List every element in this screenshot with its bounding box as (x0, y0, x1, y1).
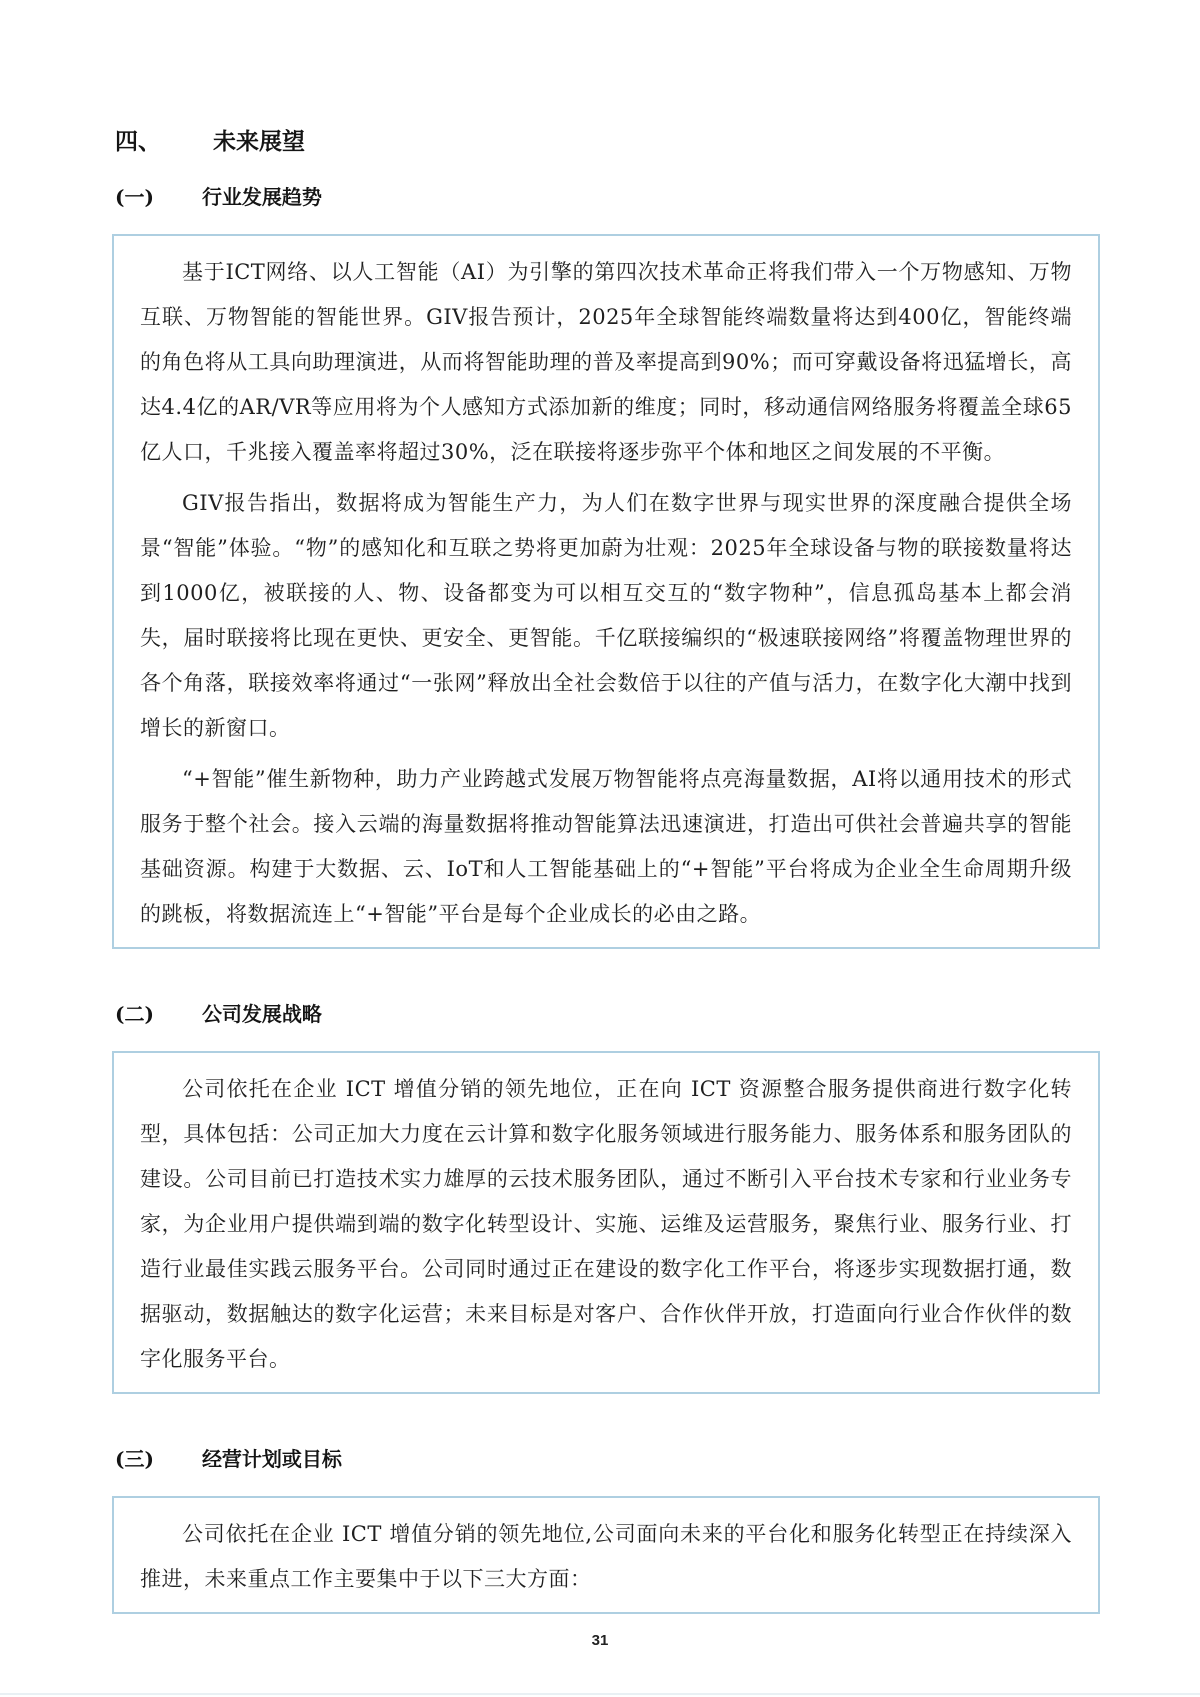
paragraph: GIV报告指出，数据将成为智能生产力，为人们在数字世界与现实世界的深度融合提供全场景“智能”体验。“物”的感知化和互联之势将更加蔚为壮观：2025年全球设备与物的联接数量将达到1000亿，被联接的人、物、设备都变为可以相互交互的“数字物种”，信息孤岛基本上都会消失，届时联接将比现在更快、更安全、更智能。千亿联接编织的“极速联接网络”将覆盖物理世界的各个角落，联接效率将通过“一张网”释放出全社会数倍于以往的产值与活力，在数字化大潮中找到增长的新窗口。 (140, 491, 1072, 740)
company-strategy-text-box (112, 1051, 1100, 1394)
main-heading-number: 四、 (115, 128, 161, 155)
paragraph: 公司依托在企业 ICT 增值分销的领先地位，正在向 ICT 资源整合服务提供商进行数字化转型，具体包括：公司正加大力度在云计算和数字化服务领域进行服务能力、服务体系和服务团队的建设。公司目前已打造技术实力雄厚的云技术服务团队，通过不断引入平台技术专家和行业业务专家，为企业用户提供端到端的数字化转型设计、实施、运维及运营服务，聚焦行业、服务行业、打造行业最佳实践云服务平台。公司同时通过正在建设的数字化工作平台，将逐步实现数据打通，数据驱动，数据触达的数字化运营；未来目标是对客户、合作伙伴开放，打造面向行业合作伙伴的数字化服务平台。 (140, 1077, 1072, 1371)
main-heading (115, 126, 1100, 158)
section-title: 公司发展战略 (201, 1002, 322, 1026)
section-number: (一) (115, 185, 154, 209)
section-title: 经营计划或目标 (201, 1447, 342, 1471)
section-title: 行业发展趋势 (201, 185, 322, 209)
paragraph: “+智能”催生新物种，助力产业跨越式发展万物智能将点亮海量数据，AI将以通用技术的形式服务于整个社会。接入云端的海量数据将推动智能算法迅速演进，打造出可供社会普遍共享的智能基础资源。构建于大数据、云、IoT和人工智能基础上的“+智能”平台将成为企业全生命周期升级的跳板，将数据流连上“+智能”平台是每个企业成长的必由之路。 (140, 767, 1072, 926)
paragraph: 基于ICT网络、以人工智能（AI）为引擎的第四次技术革命正将我们带入一个万物感知、万物互联、万物智能的智能世界。GIV报告预计，2025年全球智能终端数量将达到400亿，智能终端的角色将从工具向助理演进，从而将智能助理的普及率提高到90%；而可穿戴设备将迅猛增长，高达4.4亿的AR/VR等应用将为个人感知方式添加新的维度；同时，移动通信网络服务将覆盖全球65亿人口，千兆接入覆盖率将超过30%，泛在联接将逐步弥平个体和地区之间发展的不平衡。 (140, 260, 1072, 464)
main-heading-title: 未来展望 (213, 128, 305, 155)
operating-plan-text-box (112, 1496, 1100, 1614)
section-heading-industry-trends (115, 182, 1100, 212)
section-number: (二) (115, 1002, 154, 1026)
industry-trends-text-box (112, 234, 1100, 949)
paragraph: 公司依托在企业 ICT 增值分销的领先地位,公司面向未来的平台化和服务化转型正在持续深入推进，未来重点工作主要集中于以下三大方面： (140, 1522, 1072, 1591)
section-number: (三) (115, 1447, 154, 1471)
page-bottom-divider (0, 1693, 1200, 1695)
section-heading-operating-plan (115, 1444, 1100, 1474)
page-number: 31 (591, 1632, 609, 1649)
section-heading-company-strategy (115, 999, 1100, 1029)
